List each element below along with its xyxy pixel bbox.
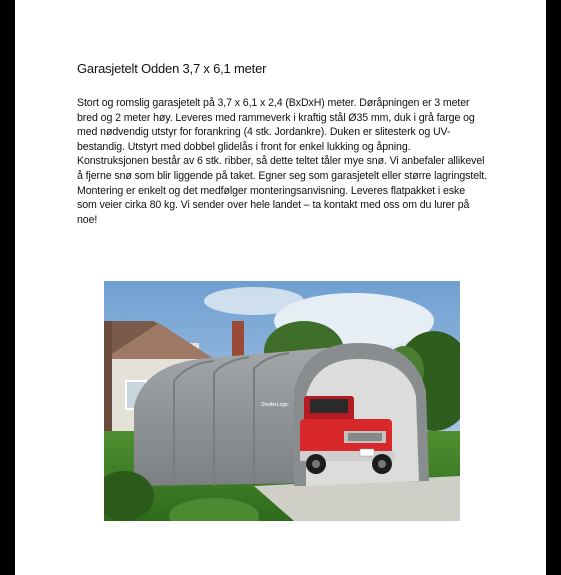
tent-garage-illustration: [104, 281, 460, 521]
description-line: som veier cirka 80 kg. Vi sender over hele landet – ta kontakt med oss om du lurer på: [77, 199, 470, 212]
description-line: bestandig. Utstyrt med dobbel glidelås i front for enkel lukking og åpning.: [77, 140, 411, 153]
description-line: Konstruksjonen består av 6 stk. ribber, så dette teltet tåler mye snø. Vi anbefaler allikevel: [77, 155, 485, 168]
description-line: med nødvendig utstyr for forankring (4 stk. Jordankre). Duken er slitesterk og UV-: [77, 126, 451, 139]
description-line: bred og 2 meter høy. Leveres med rammeverk i kraftig stål Ø35 mm, duk i grå farge og: [77, 111, 475, 124]
cloud: [204, 287, 304, 315]
description-line: å fjerne snø som blir liggende på taket. Egner seg som garasjetelt eller større lagringstelt.: [77, 169, 487, 182]
description-line: Stort og romslig garasjetelt på 3,7 x 6,1 x 2,4 (BxDxH) meter. Døråpningen er 3 meter: [77, 97, 470, 109]
description-line: noe!: [77, 213, 98, 226]
tent-brand-label: ShelterLogic: [261, 402, 289, 408]
description-line: Montering er enkelt og det medfølger monteringsanvisning. Leveres flatpakket i eske: [77, 184, 465, 197]
product-photo: [104, 281, 460, 521]
document-page: [15, 0, 546, 575]
product-description: [77, 96, 497, 227]
document-title: Garasjetelt Odden 3,7 x 6,1 meter: [77, 61, 267, 76]
